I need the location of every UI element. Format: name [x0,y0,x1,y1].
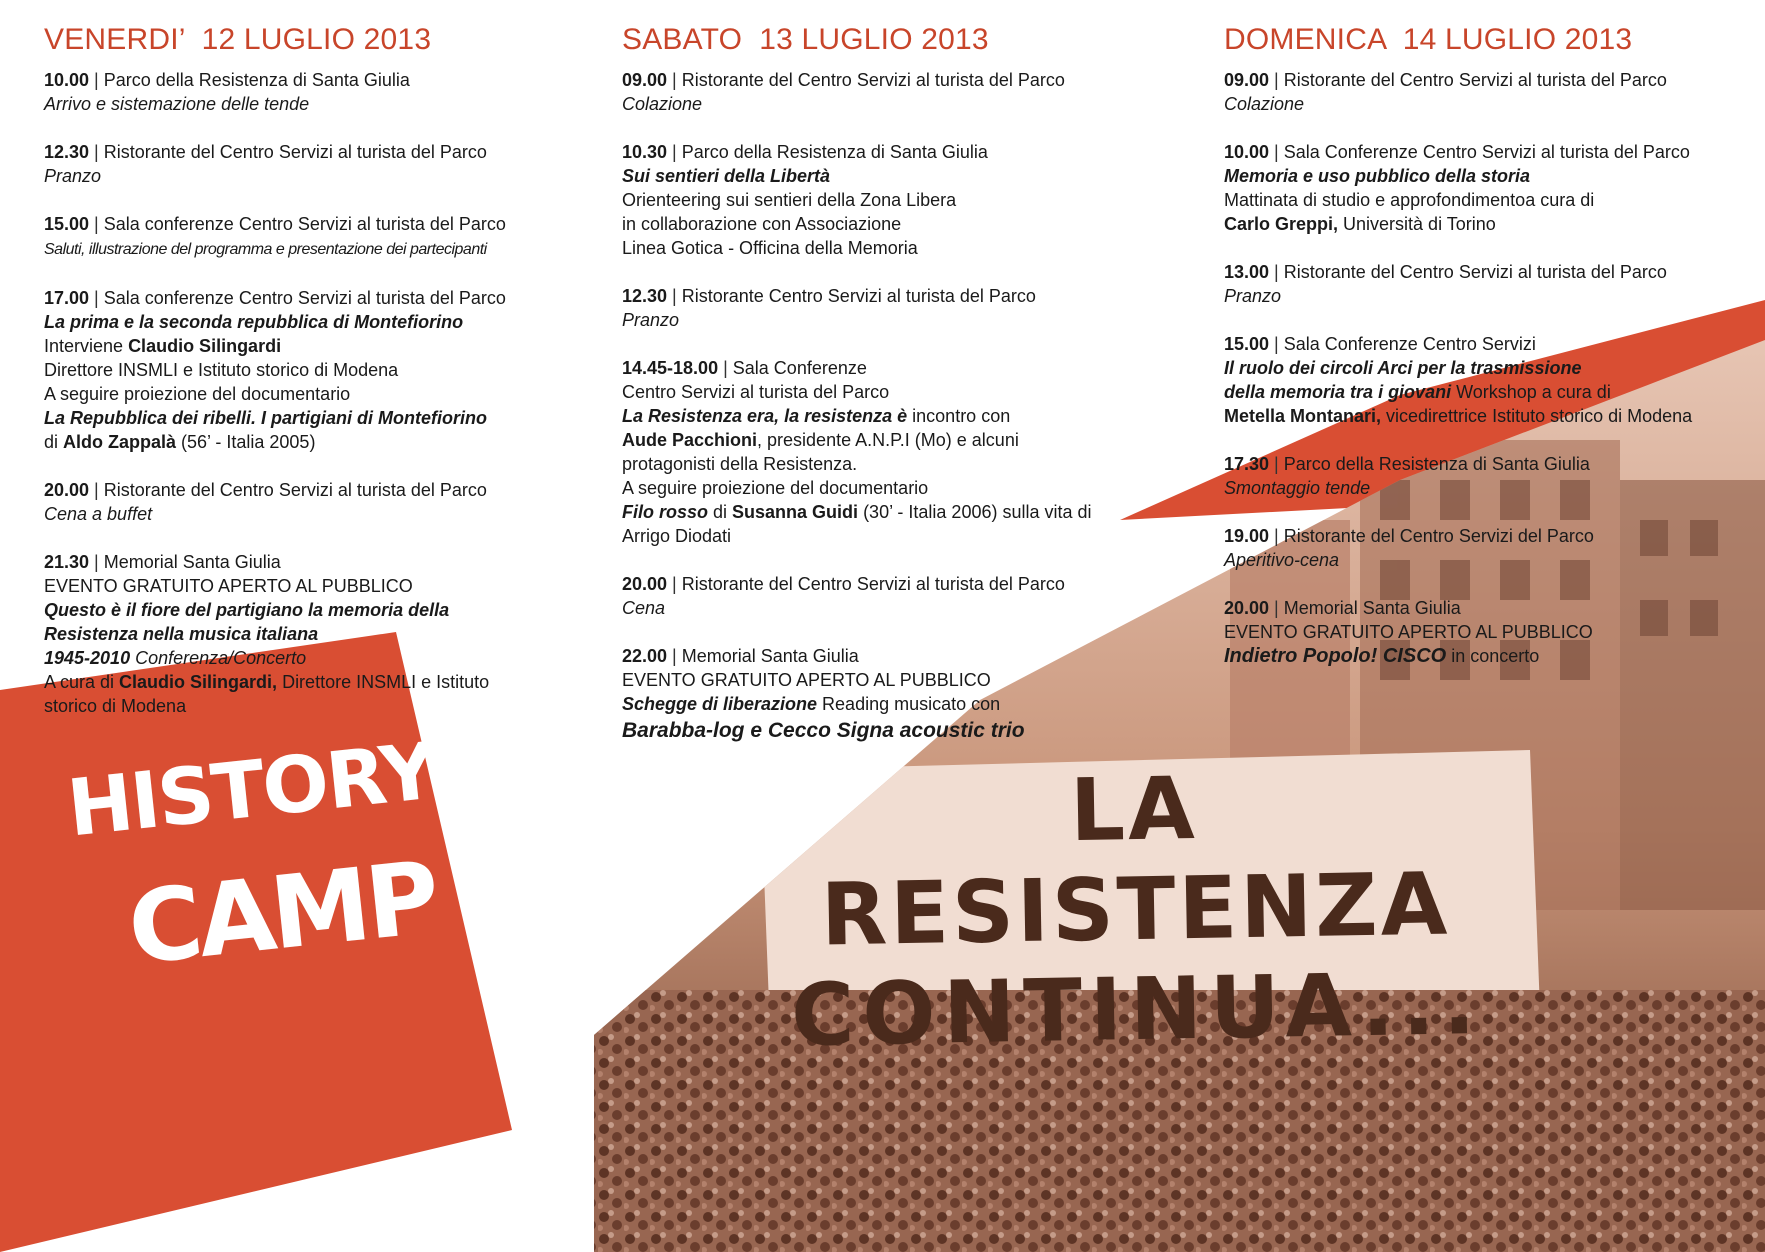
event-detail-line [622,380,1182,404]
event-time: 12.30 [622,286,668,306]
event-detail-line [1224,284,1754,308]
schedule-event [1224,452,1754,500]
event-text: Sala Conferenze [732,358,867,378]
event-text: Parco della Resistenza di Santa Giulia [681,142,988,162]
event-text: Arrigo Diodati [622,526,732,546]
event-text: Filo rosso [622,502,709,522]
event-text: Memorial Santa Giulia [1283,598,1461,618]
event-time: 15.00 [44,214,90,234]
event-detail-line [1224,380,1754,404]
event-text: Schegge di liberazione [622,694,818,714]
event-header-line [1224,524,1754,548]
event-text: Ristorante del Centro Servizi al turista del Parco [1283,70,1667,90]
event-text: Direttore INSMLI e Istituto storico di Modena [44,360,399,380]
event-detail-line [44,574,584,598]
schedule-event [44,212,584,262]
event-header-line [1224,68,1754,92]
schedule-event [622,356,1182,548]
schedule-event [44,478,584,526]
event-time: 17.30 [1224,454,1270,474]
event-list [622,68,1182,746]
event-detail-line [44,694,584,718]
day-title: DOMENICA 14 LUGLIO 2013 [1224,23,1633,56]
separator: | [1269,334,1284,354]
schedule-event [1224,596,1754,668]
event-text: Claudio Silingardi [128,336,282,356]
event-detail-line [622,164,1182,188]
event-text: della memoria tra i giovani [1224,382,1452,402]
event-detail-line [622,716,1182,746]
separator: | [667,70,682,90]
event-header-line [622,356,1182,380]
event-header-line [1224,596,1754,620]
day-column-friday [44,22,584,742]
event-text: Barabba-log e Cecco Signa acoustic trio [622,719,1025,742]
event-detail-line [44,310,584,334]
separator: | [667,286,682,306]
history-camp-logo [63,726,442,1070]
separator: | [667,574,682,594]
separator: | [1269,70,1284,90]
day-column-sunday [1224,22,1754,692]
event-text: Direttore INSMLI e Istituto [277,672,490,692]
event-header-line [44,140,584,164]
event-detail-line [1224,188,1754,212]
event-text: Ristorante del Centro Servizi al turista del Parco [1283,262,1667,282]
event-text: Susanna Guidi [732,502,859,522]
event-text: Cena a buffet [44,504,153,524]
event-text: di [44,432,64,452]
event-list [44,68,584,718]
schedule-event [622,140,1182,260]
event-text: Sui sentieri della Libertà [622,166,831,186]
event-header-line [44,212,584,236]
event-text: Questo è il fiore del partigiano la memoria della [44,600,450,620]
event-text: Carlo Greppi, [1224,214,1339,234]
event-detail-line [622,692,1182,716]
schedule-event [44,140,584,188]
event-detail-line [622,308,1182,332]
schedule-event [622,68,1182,116]
event-detail-line [44,502,584,526]
event-text: EVENTO GRATUITO APERTO AL PUBBLICO [44,576,413,596]
event-time: 22.00 [622,646,668,666]
event-header-line [44,68,584,92]
event-text: Pranzo [44,166,102,186]
event-text: Sala conferenze Centro Servizi al turista del Parco [103,288,506,308]
event-text: La Repubblica dei ribelli. I partigiani di Montefiorino [44,408,488,428]
event-detail-line [44,236,584,262]
event-text: Ristorante del Centro Servizi al turista del Parco [681,574,1065,594]
schedule-event [622,572,1182,620]
schedule-event [1224,68,1754,116]
event-detail-line [44,382,584,406]
event-header-line [622,68,1182,92]
separator: | [89,480,104,500]
separator: | [667,646,682,666]
event-text: Il ruolo dei circoli Arci per la trasmissione [1224,358,1582,378]
event-time: 10.00 [44,70,90,90]
day-title: SABATO 13 LUGLIO 2013 [622,23,989,56]
event-header-line [1224,332,1754,356]
event-detail-line [622,668,1182,692]
event-text: Interviene [44,336,129,356]
event-text: Ristorante del Centro Servizi al turista del Parco [681,70,1065,90]
event-detail-line [622,524,1182,548]
event-time: 19.00 [1224,526,1270,546]
event-text: A seguire proiezione del documentario [622,478,929,498]
event-detail-line [1224,644,1754,668]
event-time: 09.00 [1224,70,1270,90]
event-text: Linea Gotica - Officina della Memoria [622,238,918,258]
event-text: Saluti, illustrazione del programma e presentazione dei partecipanti [44,241,487,258]
schedule-event [44,550,584,718]
event-text: Claudio Silingardi, [119,672,278,692]
event-header-line [622,284,1182,308]
event-text: Indietro Popolo! CISCO [1224,645,1447,667]
photo-banner [768,754,1502,1067]
event-time: 21.30 [44,552,90,572]
separator: | [89,142,104,162]
event-detail-line [44,646,584,670]
event-text: Pranzo [622,310,680,330]
event-text: EVENTO GRATUITO APERTO AL PUBBLICO [622,670,991,690]
event-detail-line [622,188,1182,212]
event-text: Aperitivo-cena [1224,550,1340,570]
event-detail-line [1224,212,1754,236]
event-detail-line [44,334,584,358]
event-time: 20.00 [622,574,668,594]
event-detail-line [622,452,1182,476]
event-text: storico di Modena [44,696,187,716]
event-text: Orienteering sui sentieri della Zona Libera [622,190,957,210]
event-text: Arrivo e sistemazione delle tende [44,94,310,114]
separator: | [1269,262,1284,282]
event-detail-line [1224,476,1754,500]
event-text: Parco della Resistenza di Santa Giulia [103,70,410,90]
event-detail-line [1224,164,1754,188]
event-text: , presidente A.N.P.I (Mo) e alcuni [757,430,1019,450]
event-header-line [44,286,584,310]
event-text: in concerto [1446,646,1540,666]
event-detail-line [1224,548,1754,572]
event-text: A seguire proiezione del documentario [44,384,351,404]
separator: | [1269,526,1284,546]
event-text: Resistenza nella musica italiana [44,624,319,644]
day-column-saturday [622,22,1182,770]
schedule-event [622,644,1182,746]
event-time: 10.00 [1224,142,1270,162]
separator: | [89,214,104,234]
event-time: 20.00 [44,480,90,500]
separator: | [89,288,104,308]
event-header-line [1224,452,1754,476]
event-text: Smontaggio tende [1224,478,1371,498]
event-list [1224,68,1754,668]
event-detail-line [44,358,584,382]
event-time: 14.45-18.00 [622,358,719,378]
event-text: Ristorante Centro Servizi al turista del Parco [681,286,1036,306]
event-detail-line [622,476,1182,500]
event-text: Sala conferenze Centro Servizi al turista del Parco [103,214,506,234]
event-text: Metella Montanari, [1224,406,1382,426]
banner-line-1: LA RESISTENZA [820,758,1451,966]
event-header-line [44,478,584,502]
schedule-event [44,68,584,116]
schedule-event [1224,260,1754,308]
event-text: Centro Servizi al turista del Parco [622,382,890,402]
event-text: Workshop a cura di [1451,382,1611,402]
event-text: vicedirettrice Istituto storico di Modena [1381,406,1693,426]
event-text: Colazione [622,94,703,114]
event-text: 1945-2010 [44,648,131,668]
event-detail-line [1224,356,1754,380]
event-header-line [1224,140,1754,164]
separator: | [89,70,104,90]
event-text: di [708,502,733,522]
schedule-event [622,284,1182,332]
separator: | [89,552,104,572]
event-time: 20.00 [1224,598,1270,618]
event-header-line [622,644,1182,668]
event-text: La Resistenza era, la resistenza è [622,406,908,426]
schedule-event [1224,332,1754,428]
event-time: 15.00 [1224,334,1270,354]
schedule-event [1224,140,1754,236]
event-text: Cena [622,598,666,618]
event-text: Conferenza/Concerto [130,648,307,668]
schedule-event [44,286,584,454]
event-text: (30’ - Italia 2006) sulla vita di [858,502,1092,522]
banner-line-2: CONTINUA... [790,953,1485,1067]
event-text: incontro con [907,406,1011,426]
event-detail-line [622,500,1182,524]
schedule-event [1224,524,1754,572]
event-header-line [622,572,1182,596]
event-detail-line [44,622,584,646]
event-detail-line [622,596,1182,620]
event-text: A cura di [44,672,120,692]
event-detail-line [622,92,1182,116]
event-text: Ristorante del Centro Servizi del Parco [1283,526,1594,546]
separator: | [1269,454,1284,474]
event-text: Ristorante del Centro Servizi al turista del Parco [103,480,487,500]
event-detail-line [1224,620,1754,644]
event-time: 17.00 [44,288,90,308]
separator: | [1269,598,1284,618]
event-time: 13.00 [1224,262,1270,282]
event-text: Memorial Santa Giulia [681,646,859,666]
event-text: EVENTO GRATUITO APERTO AL PUBBLICO [1224,622,1593,642]
event-detail-line [622,236,1182,260]
event-detail-line [1224,92,1754,116]
event-text: Memoria e uso pubblico della storia [1224,166,1531,186]
event-text: Parco della Resistenza di Santa Giulia [1283,454,1590,474]
event-text: Università di Torino [1338,214,1496,234]
event-header-line [1224,260,1754,284]
event-detail-line [44,406,584,430]
logo-line-2: CAMP [123,838,442,988]
event-text: Memorial Santa Giulia [103,552,281,572]
logo-line-1: HISTORY [63,726,440,855]
event-time: 12.30 [44,142,90,162]
event-text: protagonisti della Resistenza. [622,454,858,474]
event-text: (56’ - Italia 2005) [176,432,316,452]
event-text: Colazione [1224,94,1305,114]
event-detail-line [44,164,584,188]
event-text: Mattinata di studio e approfondimentoa cura di [1224,190,1595,210]
day-title: VENERDI’ 12 LUGLIO 2013 [44,23,432,56]
event-text: Sala Conferenze Centro Servizi [1283,334,1536,354]
event-text: Reading musicato con [817,694,1001,714]
separator: | [1269,142,1284,162]
event-detail-line [44,598,584,622]
event-detail-line [44,670,584,694]
event-time: 09.00 [622,70,668,90]
event-header-line [44,550,584,574]
event-text: Ristorante del Centro Servizi al turista del Parco [103,142,487,162]
event-detail-line [44,92,584,116]
event-detail-line [1224,404,1754,428]
event-detail-line [44,430,584,454]
event-text: La prima e la seconda repubblica di Montefiorino [44,312,464,332]
event-text: Sala Conferenze Centro Servizi al turista del Parco [1283,142,1690,162]
event-detail-line [622,212,1182,236]
event-text: Aldo Zappalà [63,432,177,452]
event-header-line [622,140,1182,164]
separator: | [667,142,682,162]
event-time: 10.30 [622,142,668,162]
event-detail-line [622,428,1182,452]
event-text: Pranzo [1224,286,1282,306]
event-text: Aude Pacchioni [622,430,758,450]
event-detail-line [622,404,1182,428]
separator: | [718,358,733,378]
event-text: in collaborazione con Associazione [622,214,902,234]
